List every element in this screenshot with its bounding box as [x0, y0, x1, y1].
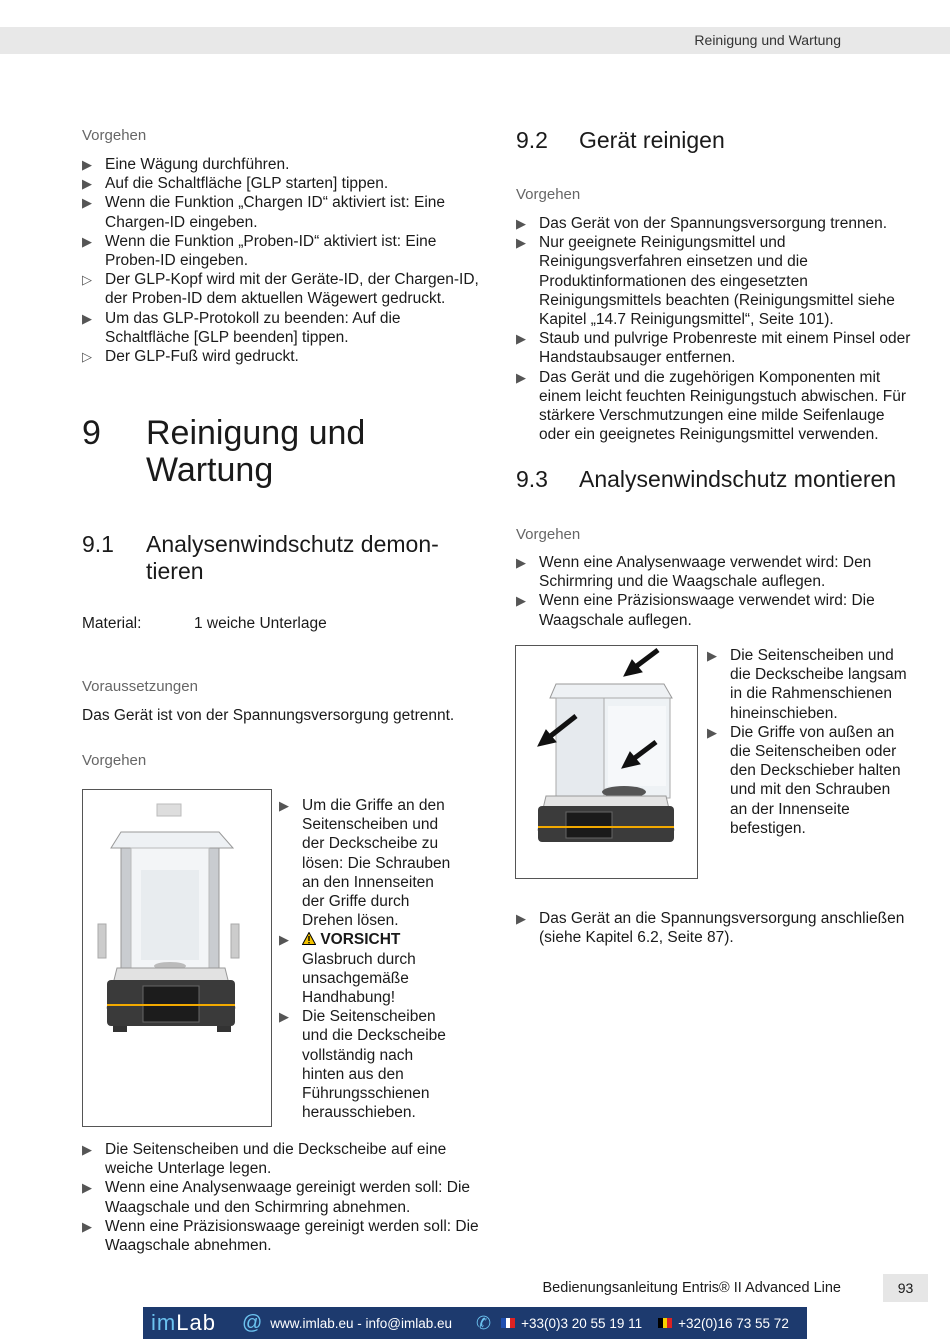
- chapter-title-line: Wartung: [146, 451, 274, 489]
- step-marker-icon: ▶: [82, 310, 92, 326]
- result-marker-icon: ▷: [82, 272, 92, 288]
- step-item: [82, 1140, 482, 1178]
- step-marker-icon: ▶: [516, 235, 526, 251]
- step-item: [516, 909, 916, 947]
- step-item: [82, 1217, 482, 1255]
- section-title: [146, 531, 439, 585]
- step-text: Das Gerät an die Spannungsversorgung anschließen (siehe Kapitel 6.2, Seite 87).: [539, 910, 905, 947]
- step-item: [82, 174, 482, 193]
- step-item: [82, 309, 482, 347]
- step-item: [279, 1007, 459, 1122]
- web-email-link[interactable]: www.imlab.eu - info@imlab.eu: [270, 1315, 453, 1331]
- procedure-label: Vorgehen: [516, 186, 581, 203]
- step-marker-icon: ▶: [516, 593, 526, 609]
- step-text: Auf die Schaltfläche [GLP starten] tippen.: [105, 175, 389, 193]
- step-text: Das Gerät und die zugehörigen Komponenten mit einem leicht feuchten Reinigungstuch abwischen. Für stärkere Verschmutzungen eine milde Seifenlauge oder ein geeignetes Reinigungsmittel verwenden.: [539, 368, 907, 444]
- section-number: 9.3: [516, 466, 548, 492]
- step-text: Die Seitenscheiben und die Deckscheibe auf eine weiche Unterlage legen.: [105, 1141, 447, 1178]
- step-item: [82, 1178, 482, 1216]
- step-marker-icon: ▶: [707, 724, 717, 740]
- footer-banner: [143, 1307, 807, 1339]
- step-text: Die Griffe von außen an die Seitenscheiben oder den Deckschieber halten und mit den Schrauben an der Innenseite befestigen.: [730, 723, 901, 837]
- step-item: [516, 368, 916, 445]
- step-marker-icon: ▶: [516, 555, 526, 570]
- warning-icon: [302, 931, 320, 948]
- step-item: [516, 329, 916, 367]
- step-text: Wenn die Funktion „Chargen ID“ aktiviert ist: Eine Chargen-ID eingeben.: [105, 194, 446, 231]
- step-text: Glasbruch durch unsachgemäße Handhabung!: [302, 950, 416, 1007]
- chapter-title: [146, 415, 365, 489]
- step-item: [82, 155, 482, 174]
- step-marker-icon: ▶: [707, 648, 717, 663]
- step-marker-icon: ▶: [516, 216, 526, 231]
- step-text: Staub und pulvrige Probenreste mit einem Pinsel oder Handstaubsauger entfernen.: [539, 330, 911, 367]
- prerequisites-text: Das Gerät ist von der Spannungsversorgung getrennt.: [82, 707, 455, 724]
- at-icon: @: [241, 1311, 263, 1334]
- section-number: 9.1: [82, 531, 114, 557]
- step-marker-icon: ▶: [279, 798, 289, 813]
- step-item: [516, 553, 916, 591]
- step-text: Die Seitenscheiben und die Deckscheibe vollständig nach hinten aus den Führungsschienen herausschieben.: [302, 1008, 446, 1122]
- step-list: [707, 646, 907, 838]
- step-list: [279, 796, 459, 1122]
- balance-illustration: [83, 790, 271, 1126]
- step-marker-icon: ▶: [516, 331, 526, 347]
- footer-manual-title: Bedienungsanleitung Entris® II Advanced Line: [542, 1280, 841, 1296]
- section-title-line: Analysenwindschutz demon-: [146, 531, 439, 557]
- step-list: [516, 214, 916, 444]
- result-marker-icon: ▷: [82, 349, 92, 365]
- page-number: 93: [883, 1274, 928, 1302]
- warning-signal-word: VORSICHT: [320, 931, 401, 949]
- step-item: [279, 796, 459, 930]
- step-marker-icon: ▶: [82, 1180, 92, 1196]
- step-list: [516, 909, 916, 947]
- step-marker-icon: ▶: [82, 176, 92, 192]
- balance-assembly-image: [515, 645, 698, 879]
- step-text: Nur geeignete Reinigungsmittel und Reinigungsverfahren einsetzen und die Produktinformationen des eingesetzten Reinigungsmittels beachten (Reinigungsmittel siehe Kapitel „14.7 Reinigungsmittel“, Seite 101).: [539, 234, 895, 329]
- step-text: Um das GLP-Protokoll zu beenden: Auf die Schaltfläche [GLP beenden] tippen.: [105, 309, 401, 346]
- step-text: Wenn eine Analysenwaage verwendet wird: Den Schirmring und die Waagschale auflegen.: [539, 554, 872, 591]
- step-item: [516, 591, 916, 629]
- logo-lab: Lab: [176, 1310, 216, 1335]
- step-marker-icon: ▶: [516, 369, 526, 385]
- step-marker-icon: ▶: [82, 233, 92, 249]
- step-item: [82, 193, 482, 231]
- chapter-number: 9: [82, 414, 101, 452]
- section-title: Analysenwindschutz montieren: [579, 466, 897, 492]
- step-text: Die Seitenscheiben und die Deckscheibe langsam in die Rahmenschienen hineinschieben.: [730, 647, 907, 722]
- material-label: Material:: [82, 615, 142, 632]
- step-marker-icon: ▶: [82, 157, 92, 172]
- step-item: [516, 214, 916, 233]
- section-title-line: tieren: [146, 558, 204, 584]
- step-list: [82, 155, 482, 366]
- balance-illustration: [516, 646, 697, 878]
- running-header: Reinigung und Wartung: [694, 32, 841, 48]
- section-number: 9.2: [516, 127, 548, 153]
- step-marker-icon: ▶: [82, 1142, 92, 1157]
- step-text: Der GLP-Fuß wird gedruckt.: [105, 348, 299, 366]
- step-marker-icon: ▶: [82, 1218, 92, 1234]
- balance-disassembly-image: [82, 789, 272, 1127]
- phone-icon: ✆: [476, 1312, 492, 1333]
- step-item: [82, 232, 482, 270]
- step-item: [82, 347, 482, 366]
- imlab-logo: [151, 1310, 216, 1336]
- step-item: [707, 723, 907, 838]
- step-text: Um die Griffe an den Seitenscheiben und der Deckscheibe zu lösen: Die Schrauben an den Innenseiten der Griffe durch Drehen lösen.: [302, 797, 451, 930]
- step-marker-icon: ▶: [279, 932, 289, 948]
- step-text: Wenn eine Präzisionswaage gereinigt werden soll: Die Waagschale abnehmen.: [105, 1217, 479, 1255]
- step-list: [82, 1140, 482, 1255]
- chapter-title-line: Reinigung und: [146, 414, 366, 452]
- step-item: [279, 930, 459, 1007]
- step-marker-icon: ▶: [82, 195, 92, 211]
- step-list: [516, 553, 916, 630]
- step-text: Das Gerät von der Spannungsversorgung trennen.: [539, 215, 888, 232]
- phone-belgium[interactable]: +32(0)16 73 55 72: [678, 1315, 789, 1331]
- procedure-label: Vorgehen: [516, 526, 581, 543]
- french-flag-icon: [501, 1318, 515, 1328]
- belgian-flag-icon: [658, 1318, 672, 1328]
- procedure-label: Vorgehen: [82, 127, 147, 144]
- step-item: [516, 233, 916, 329]
- step-marker-icon: ▶: [516, 911, 526, 926]
- procedure-label: Vorgehen: [82, 752, 147, 769]
- logo-im: im: [151, 1310, 177, 1335]
- phone-france[interactable]: +33(0)3 20 55 19 11: [521, 1315, 643, 1331]
- step-text: Wenn eine Präzisionswaage verwendet wird: Die Waagschale auflegen.: [539, 592, 875, 629]
- section-title: Gerät reinigen: [579, 127, 725, 153]
- step-text: Wenn die Funktion „Proben-ID“ aktiviert ist: Eine Proben-ID eingeben.: [105, 232, 437, 270]
- step-text: Eine Wägung durchführen.: [105, 156, 290, 173]
- step-text: Wenn eine Analysenwaage gereinigt werden soll: Die Waagschale und den Schirmring abnehmen.: [105, 1179, 471, 1216]
- step-item: [707, 646, 907, 723]
- step-text: Der GLP-Kopf wird mit der Geräte-ID, der Chargen-ID, der Proben-ID dem aktuellen Wägewert gedruckt.: [105, 271, 479, 308]
- step-item: [82, 270, 482, 308]
- material-value: 1 weiche Unterlage: [194, 615, 327, 632]
- prerequisites-label: Voraussetzungen: [82, 678, 198, 695]
- step-marker-icon: ▶: [279, 1009, 289, 1025]
